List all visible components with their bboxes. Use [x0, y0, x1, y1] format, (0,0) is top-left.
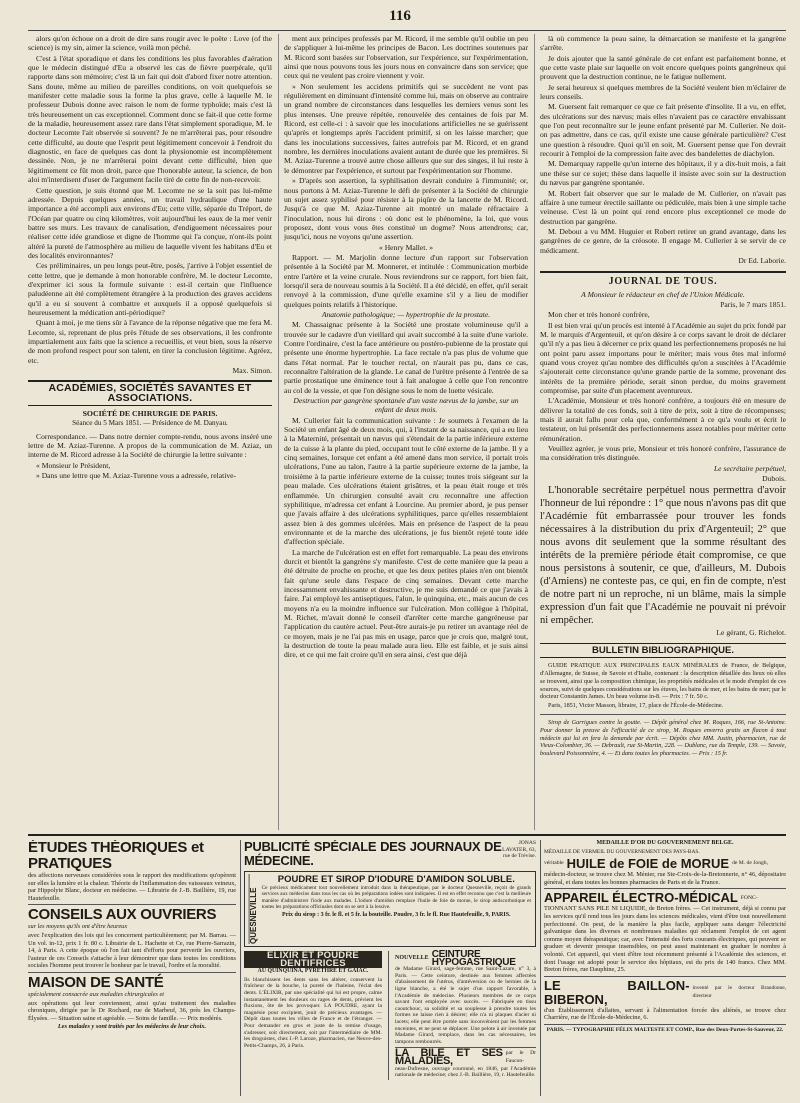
ad-text: neau-Dufresne, ouvrage couronné, en 1846, par l'Académie nationale de médecine; chez J.-B. Baillière, 19, r. Hautefeuille. — [395, 1065, 536, 1079]
divider — [540, 714, 786, 715]
ads-top-rule — [28, 834, 786, 836]
ad-text: de Madame Girard, sage-femme, rue Saint-Lazare, n° 3, à Paris. — Cette ceinture, destinée aux femmes affectées d'abaissement de l'utérus, d'antéversion ou de hernies de la ligne blanche, a été le sujet d'un rapport favorable, à l'Académie de médecine. Plusieurs membres de ce corps savant l'ont employée avec succès. — Fabriquée en tissu caoutchouc, sa solidité et sa souplesse à prendre toutes les formes ne laisse rien à désirer; elle n'a ni plaques d'acier ni lacets; elle peut être portée sans inconvénient par les femmes enceintes, et ne peut se déplacer. Une pelote à air inventée par Madame Girard, remplace, dans les cas nécessaires, les tampons rembourrés. — [395, 966, 536, 1045]
ceinture-header — [395, 951, 536, 966]
ad-divider — [540, 840, 541, 1096]
divider — [544, 976, 786, 977]
appareil-title: APPAREIL ÉLECTRO-MÉDICAL — [544, 890, 738, 906]
biberon-title: LE BAILLON-BIBERON, — [544, 977, 690, 1007]
session-line: Séance du 5 Mars 1851. — Présidence de M. Danyau. — [72, 419, 228, 428]
huile-header — [544, 857, 786, 871]
society-title: SOCIÉTÉ DE CHIRURGIE DE PARIS. — [82, 409, 218, 419]
ceinture-ad — [395, 951, 536, 1080]
paragraph: M. Robert fait observer que sur le malade de M. Cullerier, on n'avait pas affaire à une tumeur érectile saillante ou pédiculée, mais bien à une simple tache veineuse. C'est là un point qui rend encore plus exceptionnel ce mode de destruction par gangrène. — [540, 188, 786, 226]
elixir-title: ÉLIXIR ET POUDRE DENTIFRICES — [244, 951, 382, 968]
elixir-ad — [244, 951, 382, 1080]
biberon-side: inventé par le docteur Brandonne, directeur — [692, 985, 786, 999]
ceinture-pre: NOUVELLE — [395, 954, 429, 961]
poudre-ad-body — [262, 874, 531, 944]
ads-center-lower — [244, 951, 536, 1080]
biberon-header — [544, 979, 786, 1007]
signature-role: Le secrétaire perpétuel, — [713, 463, 786, 473]
bulletin-title: BULLETIN BIBLIOGRAPHIQUE. — [540, 643, 786, 658]
medaille-sub: MÉDAILLE DE VERMEIL DU GOUVERNEMENT DES PAYS-BAS. — [544, 848, 700, 855]
ad-text: Ce précieux médicament tout nouvellement introduit dans la thérapeutique, par le docteur Quesneville, reçoit de grands services aux médecins dans tous les cas où les préparations iodées sont indiquées. Il est en effet reconnu que c'est la meilleure manière d'administrer l'iode aux malades. L'iodure d'amidon remplace l'huile de foie de morue, le sirop antiscorbutique et toutes les préparations officinales dont on se sert à la lessive. — [261, 885, 531, 911]
paragraph: Cette question, je suis étonné que M. Lecomte ne se la soit pas lui-même adressée. Depuis quelques années, un travail hydraulique d'une haute importance a été accompli aux environs d'Eu; cette ville, séparée du Tréport, de l'Océan par quatre ou cinq kilomètres, voit aujourd'hui les eaux de la mer venir battre ses murs. Les travaux de canalisation, d'endiguement nécessaires pour réaliser cette idée grandiose et digne de l'homme qui l'a conçue, n'ont-ils point altéré la pureté de l'atmosphère au milieu de laquelle vivent les habitans d'Eu et des localités environnantes? — [28, 185, 272, 260]
signature: Dubois. — [762, 474, 786, 484]
ad-divider — [388, 951, 389, 1080]
subtitle: Destruction par gangrène spontanée d'un vaste nævus de la jambe, sur un enfant de deux mois. — [293, 396, 519, 415]
ad-title: CONSEILS AUX OUVRIERS — [28, 906, 217, 924]
journal-addressee: A Monsieur le rédacteur en chef de l'Union Médicale. — [581, 289, 745, 299]
ad-text: Ils blanchissent les dents sans les altérer, conservent la fraîcheur de la bouche, la pureté de l'haleine, l'éclat des dents. L'ÉLIXIR, par une spécialité qui lui est propre, calme instantanément les douleurs ou rages de dents, prévient les fluxions, ôte de les provoquer. LA POUDRE, ayant la magnésie pour excipient, jouit de précieux avantages. — Dépôt dans toutes les villes de France et de l'étranger. — Pour demander en gros et juste de la remise d'usage, s'adresser, soit directement, soit par l'intermédiaire de MM. les droguistes, chez J.-P. Laroze, pharmacien, rue Neuve-des-Petits-Champs, 26, à Paris. — [244, 976, 382, 1049]
bulletin-entry: Sirop de Garrigues contre la goutte. — Dépôt général chez M. Roques, 166, rue St-Antoine. Pour donner la preuve de l'efficacité de ce sirop, M. Roques enverra gratis un flacon à tout médecin qui lui en fera la demande par écrit. — Dépôts chez MM. Justin, pharmacien, rue de Vieux-Colombier, 36. — Debrault, rue St-Martin, 228. — Dublanc, rue du Temple, 139. — Savoie, boulevard Poissonnière, 4. — Et dans toutes les pharmacies. — Prix : 15 fr. — [540, 718, 786, 758]
paragraph: Il est bien vrai qu'un procès est intenté à l'Académie au sujet du prix fondé par M. le marquis d'Argenteuil, et qu'on désire à ce corps savant le droit de déclarer qu'il n'y a pas lieu à décerner ce prix quand les perfectionnemens proposés ne lui ont point paru assez importans pour le mériter; mais vous êtes mal informé quand vous croyez qu'au nombre des difficultés qu'on a suscitées à l'Académie s'ajouterait cette circonstance qu'une grande partie de la somme, provenant des intérêts de la première période, serait sinon perdue, du moins gravement compromise, par suite d'un placement aventureux. — [540, 320, 786, 396]
header-rule — [28, 30, 786, 31]
ads-column-center — [244, 840, 536, 1096]
ad-text: médecin-docteur, se trouve chez M. Ménier, rue Ste-Croix-de-la-Bretonnerie, n° 46, dépositaire général, et dans toutes les bonnes pharmacies de Paris et de la France. — [544, 871, 786, 886]
huile-side: de M. de Jongh, — [732, 860, 768, 867]
publicite-header — [244, 840, 536, 868]
huile-title: HUILE de FOIE de MORUE — [566, 856, 730, 872]
ad-price: Prix du sirop : 3 fr. le fl. et 5 fr. la bouteille. Poudre, 3 fr. le fl. Rue Hautefeuille, 9, PARIS. — [282, 911, 511, 918]
gerant-signature: Le gérant, G. Richelot. — [716, 628, 786, 638]
ad-subtitle: spécialement consacrée aux maladies chirurgicales et — [28, 990, 164, 998]
paragraph: Quant à moi, je me tiens sûr à l'avance de la réponse négative que me fera M. Lecomte, si, reprenant de plus près l'étude de ses observations, il les confronte impartialement aux faits que la science a recueillis, et veut bien, sous la réserve de mon profond respect pour son talent, en tirer la conclusion légitime. Agréez, etc. — [28, 318, 272, 365]
paragraph: ment aux principes professés par M. Ricord, il me semble qu'il oublie un peu de s'appliquer à lui-même les principes de Bacon. Les doctrines soutenues par M. Ricord sont basées sur l'observation, sur l'expérience, sur l'expérimentation, ainsi que nous pouvons tous les jours nous en convaincre dans son service; que ceux qui ne veulent pas croire viennent y voir. — [284, 34, 528, 81]
ad-text: des affections nerveuses considérées sous le rapport des modifications qu'opèrent sur elles la lumière et la chaleur. Théorie de l'inflammation des vaisseaux veineux, par Hippolyte Blanc, docteur en médecine. — Librairie de J.-B. Baillière, 19, rue Hautefeuille. — [28, 872, 236, 902]
elixir-subtitle: AU QUINQUINA, PYRÈTHRE ET GAÏAC. — [257, 968, 369, 975]
paragraph: Rapport. — M. Marjolin donne lecture d'un rapport sur l'observation présentée à la Société par M. Monneret, et intitulée : Communication morbide entre l'artère et la veine crurale. Nous reviendrons sur ce rapport, fort bien fait, lorsqu'il sera de nouveau soumis à la Société. Il a été décidé, en effet, qu'il serait renvoyé à la commission, d'une qu'elle examine s'il y a lieu de modifier quelques points relatifs à l'historique. — [284, 252, 528, 309]
column-divider — [278, 34, 279, 830]
divider — [544, 1024, 786, 1025]
column-2 — [284, 34, 528, 830]
appareil-header — [544, 891, 786, 905]
paragraph: Veuillez agréer, je vous prie, Monsieur et très honoré confrère, l'assurance de ma considération très distinguée. — [540, 444, 786, 463]
bile-title: LA BILE ET SES MALADIES, — [395, 1047, 503, 1067]
paragraph: Correspondance. — Dans notre dernier compte-rendu, nous avons inséré une lettre de M. Aziaz-Turenne. A propos de la communication de M. Aziaz, un interne de M. Ricord adresse à la Société de chirurgie la lettre suivante : — [28, 431, 272, 460]
imprint: PARIS. — TYPOGRAPHIE FÉLIX MALTESTE ET COMP., Rue des Deux-Portes-St-Sauveur, 22. — [546, 1026, 784, 1033]
paragraph: M. Cullerier fait la communication suivante : Je soumets à l'examen de la Société un enfant âgé de deux mois, qui, à l'instant de sa naissance, qui a eu lieu à la Maternité, présentait un nævus qui s'étendait de la partie inférieure externe de la cuisse à la plante du pied, occupant tout le côté externe de la jambe. Il y a cinq semaines, lorsque cet enfant a été amené dans mon service, il portait trois ulcérations, l'une au talon, l'autre à la partie supérieure externe de la jambe, la troisième à la partie inférieure externe de la cuisse; toutes trois siégeant sur la peau malade. Ces ulcérations étaient grisâtres, et la peau était rouge et très enflammée. Un chirurgien consulté avait cru reconnaître une affection syphilitique, m'adressa cet enfant à Lourcine. Au premier abord, je pus penser que j'avais affaire à des ulcérations syphilitiques, parce qu'elles ressemblaient assez bien à des gommes ulcérées. Mais en présence de l'aspect de la peau environnante et de la marche des ulcérations, je fus bientôt rejeté toute idée d'affection spéciale. — [284, 415, 528, 547]
signature: Max. Simon. — [232, 366, 272, 376]
bulletin-entry: Paris, 1851, Victor Masson, libraire, 17, place de l'École-de-Médecine. — [548, 702, 724, 710]
bulletin-entry: GUIDE PRATIQUE AUX PRINCIPALES EAUX MINÉRALES de France, de Belgique, d'Allemagne, de Suisse, de Savoie et d'Italie, contenant : la description détaillée des lieux où elles se trouvent, ainsi que la composition chimique, les propriétés médicales et le mode d'emploi de ces sources, suivi de quelques considérations sur les étuves, les bains de mer, et les bains de mer; par le docteur Constantin James. Un beau volume in-8. — Prix : 7 fr. 50 c. — [540, 662, 786, 701]
ad-text: TIONNANT SANS PILE NI LIQUIDE, de Breton frères. — Cet instrument, déjà si connu par les services qu'il rend tous les jours dans les sciences médicales, vient d'être tout nouvellement perfectionné. On peut, de la manière la plus facile, appliquer sans danger l'électricité galvanique dans les diverses et nombreuses maladies qui réclament l'emploi de cet agent comme moyen thérapeutique; car, avec l'intensité des forts courants électriques, qui peuvent se graduer et devenir presque insensibles, on peut aussi maintenant en graduer le nombre à volonté. Cet appareil, qui vient d'être tout récemment présenté à l'Académie des sciences, et dont l'usage est adopté pour le service des hôpitaux, est du prix de 140 francs. Chez MM. Breton frères, rue Dauphine, 25. — [544, 905, 786, 974]
paragraph: L'honorable secrétaire perpétuel nous permettra d'avoir l'honneur de lui répondre : 1° que nous n'avons pas dit que l'Académie fût embarrassée pour trouver les fonds nécessaires à la distribution du prix d'Argenteuil; 2° que nous avons dit seulement que la somme résultant des intérêts de la première période était compromise, ce que nous persistons à soutenir, ce que, d'ailleurs, M. Dubois (d'Amiens) ne conteste pas, ce qui, en fin de compte, n'est de notre part ni un reproche, ni un blâme, mais la simple expression d'un fait que l'Académie ne pouvait ni prévoir ni empêcher. — [540, 485, 786, 627]
publicite-title: PUBLICITÉ SPÉCIALE DES JOURNAUX DE MÉDECINE. — [244, 840, 502, 868]
appareil-side: FONC- — [740, 894, 758, 901]
ad-subtitle: sur les moyens qu'ils ont d'être heureux — [28, 923, 128, 931]
paragraph: « Monsieur le Président, — [36, 460, 111, 470]
paragraph: » Dans une lettre que M. Aziaz-Turenne vous a adressée, relative- — [36, 471, 237, 481]
divider — [544, 888, 786, 889]
paragraph: Mon cher et très honoré confrère, — [548, 310, 650, 320]
column-3 — [540, 34, 786, 830]
paragraph: M. Chassaignac présente à la Société une prostate volumineuse qu'il a trouvée sur le cadavre d'un vieillard qui avait succombé à la suite d'une variole. Contre l'ordinaire, c'est la face antérieure ou postéro-pubienne de la prostate qui présente une énorme hypertrophie. La face rectale n'a pas plus de volume que dans l'état normal. Par le toucher rectal, on n'aurait pas pu, dans ce cas, reconnaître l'altération de la glande. Le canal de l'urètre présente à l'entrée de sa partie prostatique une éminence tout à fait analogue à celle que l'on rencontre au col de la vessie, et que l'on désigne sous le nom de luette vésicale. — [284, 320, 528, 395]
paragraph: La marche de l'ulcération est en effet fort remarquable. La peau des environs durcit et bientôt la gangrène s'y manifeste. C'est de cette manière que la peau a été détruite de proche en proche, et que les deux petites plaies n'en ont bientôt fait qu'une seule dans l'espace de cinq semaines. Devant cette marche incessamment envahissante et destructive, je me suis demandé ce que j'avais à faire. J'ai employé les antiseptiques, l'alun, le quinquina, etc., mais aucun de ces moyens n'a eu la moindre influence sur l'ulcération. Mon collègue à l'hôpital, M. Richet, m'avait donné le conseil d'arrêter cette marche gangréneuse par l'application du cautère actuel. Peut-être aurais-je pu retirer un avantage réel de ce moyen, mais je ne l'ai pas mis en usage, parce que je crois que, malgré tout, la destruction de toute la peau malade aura lieu. Elle est faible, et je suis ainsi dire, et ce qui me fait croire qu'il en sera ainsi, c'est que déjà — [284, 547, 528, 660]
journal-date: Paris, le 7 mars 1851. — [720, 299, 786, 309]
paragraph: Je dois ajouter que la santé générale de cet enfant est parfaitement bonne, et que cette vaste plaie sur laquelle on voit encore quelques points gangréneux qui prouvent que la destruction continue, ne le fatigue nullement. — [540, 53, 786, 82]
subtitle: Anatomie pathologique; — hypertrophie de la prostate. — [321, 309, 491, 319]
ad-divider — [240, 840, 241, 1096]
ad-title: ÉTUDES THÉORIQUES et PRATIQUES — [28, 840, 204, 872]
ad-footer: Les malades y sont traités par les médecins de leur choix. — [57, 1023, 207, 1031]
column-divider — [534, 34, 535, 830]
publicite-address: JONAS LAVATER, 63, rue de Trévise. — [502, 840, 536, 860]
paragraph: M. Guersent fait remarquer ce que ce fait présente d'insolite. Il a vu, en effet, des ulcérations sur des nævus; mais elles n'avaient pas ce caractère envahissant que l'on peut reconnaître sur le jeune enfant présenté par M. Cullerier. Ne doit-on pas admettre, dans ce cas, qu'il existe une cause générale particulière? C'est une question à résoudre. Quoi qu'il en soit, M. Guersent pense que l'on devrait recourir à l'emploi de la compression faite avec des bandelettes de diachylon. — [540, 102, 786, 159]
poudre-vertical-label: QUESNEVILLE — [249, 874, 258, 944]
poudre-ad-box — [244, 871, 536, 947]
paragraph: Je serai heureux si quelques membres de la Société veulent bien m'éclairer de leurs conseils. — [540, 82, 786, 102]
divider — [28, 972, 236, 973]
signature: Dr Ed. Laborie. — [738, 255, 786, 265]
section-title: ACADÉMIES, SOCIÉTÉS SAVANTES ET ASSOCIATIONS. — [28, 380, 272, 406]
divider — [28, 904, 236, 905]
huile-pre: véritable — [544, 860, 564, 867]
journal-title: JOURNAL DE TOUS. — [540, 271, 786, 286]
paragraph: L'Académie, Monsieur et très honoré confrère, a toujours été en mesure de délivrer la totalité de ces fonds, soit à titre de prix, soit à titre de récompenses; mais il aurait fallu pour cela que, conformément à ce qu'a voulu et écrit le testateur, on lui présentât des perfectionnemens assez notables pour mériter cette rémunération. — [540, 396, 786, 443]
paragraph: C'est à l'état sporadique et dans les conditions les plus favorables d'aération que le médecin distingué d'Eu a observé les cas de fièvre puerpérale, qu'il rapporte dans son mémoire; c'est là un fait qui doit d'abord fixer notre attention. Sans doute, même au milieu de pareilles conditions, on voit quelquefois se manifester cette maladie sous la forme la plus grave, celle à laquelle M. le professeur Dubois donne avec raison le nom de forme typhoïde; mais c'est là très heureusement un cas exceptionnel. Comment donc se fait-il que cette forme de la maladie, heureusement assez rare dans l'état simplement sporadique, M. le docteur Lecomte l'ait observée si souvent? Je ne m'arrêterai pas, pour résoudre cette difficulté, au doute que l'esprit peut légitimement concevoir à l'endroit du diagnostic, en face de quelques cas dont la physionomie est incomplètement dessinée. Non, je ne m'arrêterai point devant cette difficulté, bien que légitimement ce fût mon droit, parce que l'honorable auteur, la science, de bon aloi m'interdisent d'user de l'argument facile tiré de cette fin de non-recevoir. — [28, 53, 272, 185]
ads-column-right — [544, 840, 786, 1096]
ads-column-left — [28, 840, 236, 1096]
paragraph: Ces préliminaires, un peu longs peut-être, posés, j'arrive à l'objet essentiel de cette lettre, que je demande à mon honorable confrère, M. le docteur Lecomte, d'exprimer ici sous la formule suivante : est-il certain que l'influence paludéenne ait été complètement étrangère à la production des graves accidens qu'il a eu si souvent à combattre et auxquels il a opposé quelquefois si heureusement la médication anti-périodique? — [28, 261, 272, 317]
ad-text: d'un Établissement d'allaites, servant à l'alimentation forcée des aliénés, se trouve chez Charrière, rue de l'École-de-Médecine, 6. — [544, 1006, 786, 1022]
paragraph: M. Debout a vu MM. Huguier et Robert retirer un grand avantage, dans les gangrènes de ce genre, de la créosote. Il engage M. Cullerier à se servir de ce médicament. — [540, 226, 786, 255]
bile-side: par le Dr Faucon- — [505, 1050, 536, 1064]
paragraph: M. Demarquay rappelle qu'un interne des hôpitaux, il y a dix-huit mois, a fait une thèse sur ce sujet; thèse dans laquelle il insiste avec soin sur la destruction du nævus par gangrène spontanée. — [540, 159, 786, 188]
paragraph: là où commence la peau saine, la démarcation se manifeste et la gangrène s'arrête. — [540, 34, 786, 53]
column-1 — [28, 34, 272, 830]
signature: « Henry Mallet. » — [379, 242, 433, 252]
ceinture-title: CEINTURE HYPOGASTRIQUE — [431, 949, 516, 968]
ad-text: avec l'explication des lois qui les concernent particulièrement; par M. Barrau. — Un vol. in-12, prix 1 fr. 80 c. Librairie de L. Hachette et Ce, rue Pierre-Sarrazin, 14, à Paris. A cette époque où l'on fait tant d'efforts pour pervertir les ouvriers, l'auteur de ces Conseils s'attache à leur démontrer que dans toutes les conditions sociales l'homme peut trouver le bonheur par le travail, l'ordre et la moralité. — [28, 931, 236, 970]
paragraph: alors qu'on échoue on a droit de dire sans rougir avec le poëte : Love (of the science) is my sin, aimer la science, voilà mon péché. — [28, 34, 272, 53]
paragraph: » Non seulement les accidens primitifs qui se succèdent ne vont pas régulièrement en diminuant d'intensité comme lui, mais on observe au contraire un grand nombre de circonstances dans lesquelles les derniers venus sont les plus intenses. Une preuve répétée, renouvelée des centaines de fois par M. Ricord, est celle-ci : à savoir que les inoculations artificielles ne se guérissent qu'après et longtemps après l'accident primitif, si on les laisse marcher; que dans les inoculations successives, faites autrefois par M. Ricord, et en grand nombre, les dernières inoculations avaient autant de durée que les premières. Si M. Aziaz-Turenne a trouvé autre chose ailleurs que sur des singes, il lui reste à le démontrer par l'expérience, et surtout par l'expérimentation sur l'homme. — [284, 81, 528, 175]
ad-text: aux opérations qui leur conviennent, ainsi qu'au traitement des maladies chroniques, dirigée par le Dr Rochard, rue de Marbeuf, 36, près les Champs-Élysées. — Situation saine et agréable. — Soins de famille. — Prix modérés. — [28, 999, 236, 1022]
paragraph: » D'après son assertion, la syphilisation devrait conduire à l'immunité; or, nous portons à M. Aziaz-Turenne le défi de présenter à la Société de chirurgie un sujet assez syphilisé pour résister à la piqûre de la lancette de M. Ricord. Jusqu'à ce que M. Aziaz-Turenne ait montré un malade réfractaire à l'inoculation, nous lui dirons : où donc est le phénomène, la loi, que vous proposez, dont vous vous êtes constitué un dogme? Nous attendrons; car, jusqu'ici, nous ne voyons qu'une assertion. — [284, 176, 528, 242]
medaille-head: MÉDAILLE D'OR DU GOUVERNEMENT BELGE. — [596, 840, 734, 846]
page-number: 116 — [389, 8, 411, 24]
ad-title: MAISON DE SANTÉ — [28, 973, 164, 991]
poudre-title: POUDRE ET SIROP D'IODURE D'AMIDON SOLUBLE. — [277, 874, 515, 885]
bile-header — [395, 1047, 536, 1067]
